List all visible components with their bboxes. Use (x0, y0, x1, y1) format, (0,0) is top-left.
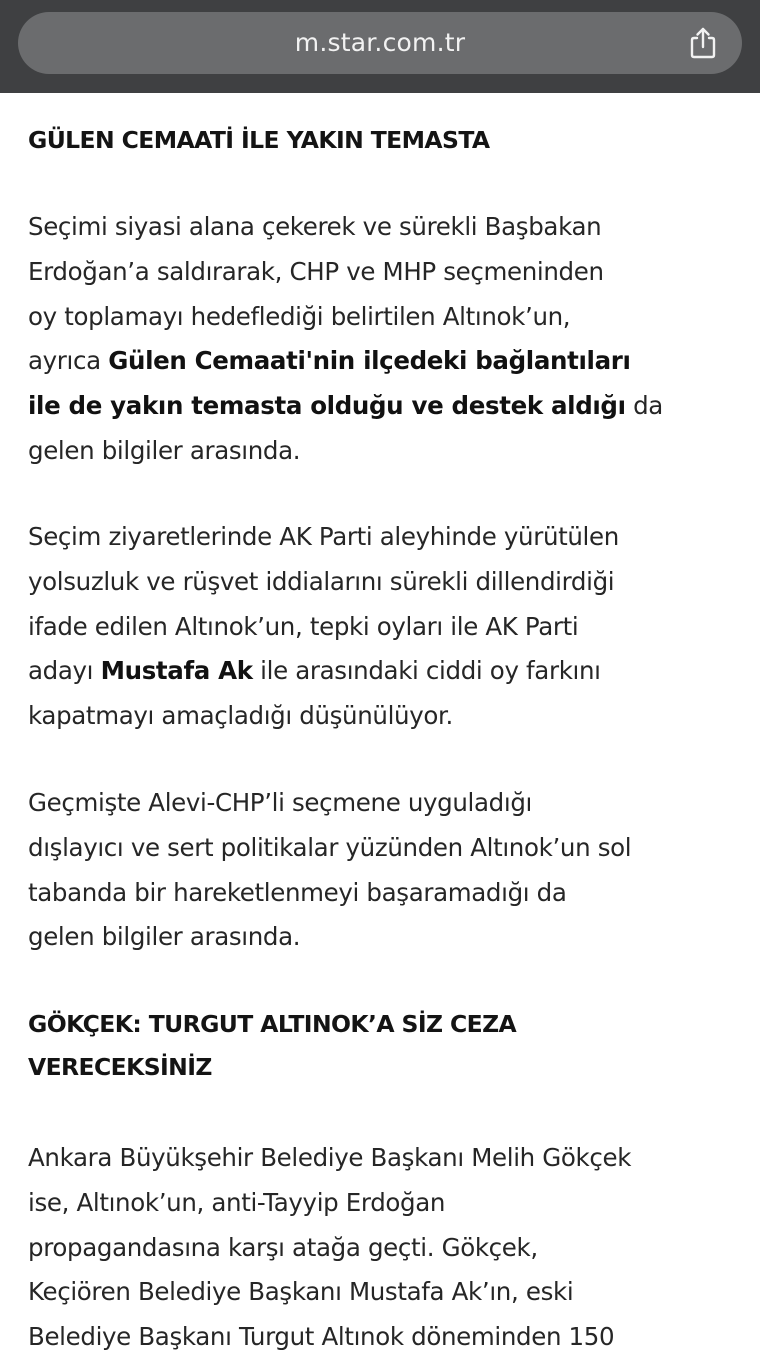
text-segment: ayrıca (28, 346, 109, 376)
paragraph-4 (28, 1136, 740, 1360)
browser-top-bar (0, 0, 760, 93)
paragraph-line: yolsuzluk ve rüşvet iddialarını sürekli dillendirdiği (28, 566, 615, 596)
section-heading-gokcek (28, 1003, 628, 1089)
heading-line: GÖKÇEK: TURGUT ALTINOK’A SİZ CEZA (28, 1010, 517, 1038)
paragraph-line: Seçim ziyaretlerinde AK Parti aleyhinde yürütülen (28, 522, 619, 551)
paragraph-line (28, 649, 740, 694)
paragraph-line: Geçmişte Alevi-CHP’li seçmene uyguladığı (28, 788, 532, 817)
text-segment: ile arasındaki ciddi oy farkını (252, 656, 601, 686)
paragraph-line: Keçiören Belediye Başkanı Mustafa Ak’ın, eski (28, 1277, 574, 1307)
bold-text-segment: Gülen Cemaati'nin ilçedeki bağlantıları (108, 346, 631, 376)
paragraph-1 (28, 205, 740, 474)
paragraph-line: ise, Altınok’un, anti-Tayyip Erdoğan (28, 1187, 446, 1217)
bold-text-segment: Mustafa Ak (100, 656, 253, 686)
paragraph-line: dışlayıcı ve sert politikalar yüzünden Altınok’un sol (28, 832, 632, 862)
heading-line: VERECEKSİNİZ (28, 1053, 212, 1081)
address-bar[interactable] (18, 12, 742, 74)
paragraph-line: Ankara Büyükşehir Belediye Başkanı Melih Gökçek (28, 1143, 632, 1172)
paragraph-line: Belediye Başkanı Turgut Altınok döneminden 150 (28, 1322, 615, 1352)
url-text[interactable]: m.star.com.tr (294, 28, 466, 57)
section-heading-gulen: GÜLEN CEMAATİ İLE YAKIN TEMASTA (28, 126, 490, 154)
paragraph-line: tabanda bir hareketlenmeyi başaramadığı da (28, 877, 567, 907)
paragraph-line (28, 384, 740, 429)
text-segment: adayı (28, 656, 101, 686)
text-segment: da (625, 391, 663, 421)
paragraph-line (28, 339, 740, 384)
paragraph-line: gelen bilgiler arasında. (28, 435, 301, 465)
share-icon[interactable] (686, 26, 720, 60)
paragraph-line: Seçimi siyasi alana çekerek ve sürekli Başbakan (28, 212, 602, 241)
bold-text-segment: ile de yakın temasta olduğu ve destek aldığı (28, 391, 626, 421)
paragraph-line: gelen bilgiler arasında. (28, 922, 301, 952)
paragraph-line: Erdoğan’a saldırarak, CHP ve MHP seçmeninden (28, 256, 604, 286)
paragraph-line: propagandasına karşı atağa geçti. Gökçek, (28, 1232, 538, 1262)
paragraph-3 (28, 781, 740, 960)
paragraph-2 (28, 515, 740, 739)
paragraph-line: ifade edilen Altınok’un, tepki oyları ile AK Parti (28, 611, 579, 641)
paragraph-line: kapatmayı amaçladığı düşünülüyor. (28, 701, 453, 731)
paragraph-line: oy toplamayı hedeflediği belirtilen Altınok’un, (28, 301, 571, 331)
